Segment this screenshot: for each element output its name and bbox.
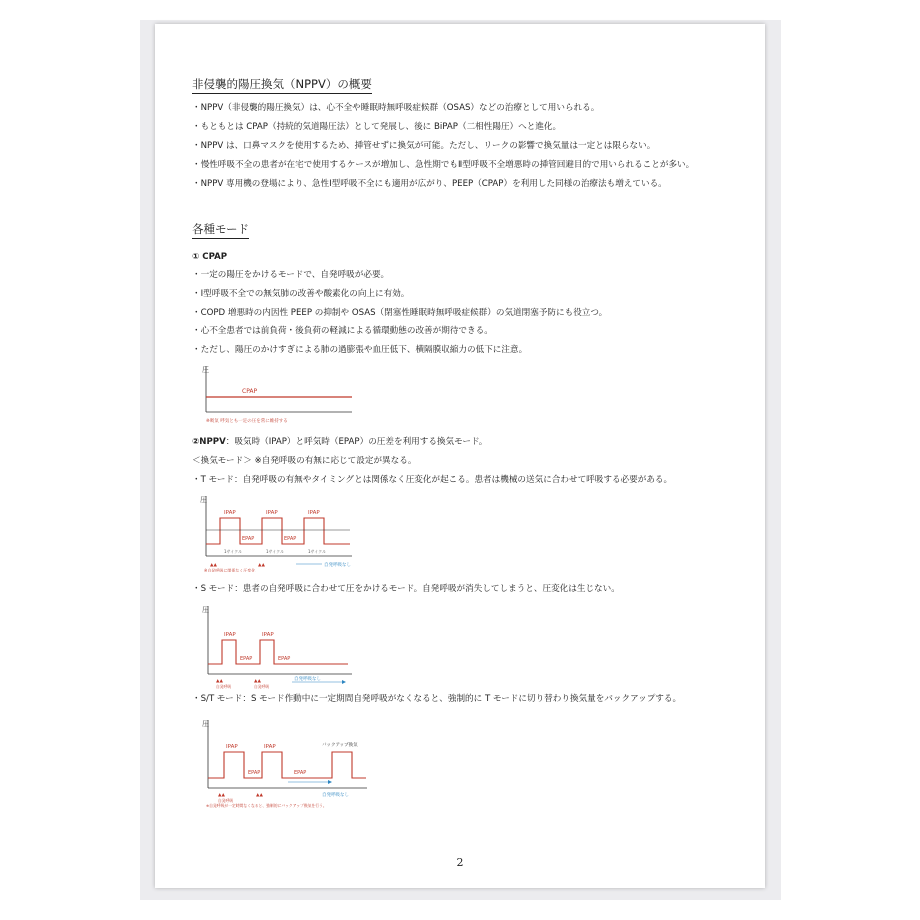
backup-label: バックアップ換気 [322,743,358,748]
section-heading-overview: 非侵襲的陽圧換気（NPPV）の概要 [192,76,372,94]
y-axis-label: 圧 [202,720,209,728]
no-spontaneous-label: 自発呼吸なし [294,677,321,682]
overview-bullet: ・NPPV 専用機の登場により、急性Ⅰ型呼吸不全にも適用が広がり、PEEP（CPAP）を利用した同様の治療法も増えている。 [192,179,667,189]
nppv-title [192,436,487,448]
trigger-label: 自発呼吸 [254,684,270,689]
section-heading-modes: 各種モード [192,221,249,239]
nppv-subtitle: ＜換気モード＞ ※自発呼吸の有無に応じて設定が異なる。 [192,456,417,466]
y-axis-label: 圧 [202,606,209,614]
epap-label: EPAP [248,770,261,776]
cycle-label: 1サイクル [266,549,285,554]
epap-label: EPAP [240,656,253,662]
nppv-title-rest: ：吸気時（IPAP）と呼気時（EPAP）の圧差を利用する換気モード。 [225,437,488,447]
ipap-label: IPAP [264,744,276,750]
breath-marker: ▲▲ [216,679,223,684]
st-mode-description: ・S/T モード：S モード作動中に一定期間自発呼吸がなくなると、強制的に T モードに切り替わり換気量をバックアップする。 [192,694,682,704]
st-mode-diagram [202,716,377,808]
cpap-bullet: ・COPD 増悪時の内因性 PEEP の抑制や OSAS（閉塞性睡眠時無呼吸症候群）の気道閉塞予防にも役立つ。 [192,308,608,318]
overview-bullet: ・慢性呼吸不全の患者が在宅で使用するケースが増加し、急性期でもⅡ型呼吸不全増悪時の挿管回避目的で用いられることが多い。 [192,160,695,170]
cpap-title: ① CPAP [192,252,228,262]
figure-note: ※自発呼吸が一定時間なくなると、強制的にバックアップ換気を行う。 [206,803,327,808]
ipap-label: IPAP [224,632,236,638]
ipap-label: IPAP [266,510,278,516]
figure-note: ※自発呼吸に関係なく圧変化 [204,568,256,572]
epap-label: EPAP [278,656,291,662]
ipap-label: IPAP [308,510,320,516]
ipap-label: IPAP [226,744,238,750]
ipap-label: IPAP [262,632,274,638]
cpap-bullet: ・Ⅰ型呼吸不全での無気肺の改善や酸素化の向上に有効。 [192,289,410,299]
trigger-label: 自発呼吸 [216,684,232,689]
breath-marker: ▲▲ [210,563,217,568]
epap-label: EPAP [284,536,297,542]
no-spontaneous-label: 自発呼吸なし [322,793,349,798]
pressure-waveform [206,518,350,544]
y-axis-label: 圧 [200,496,207,504]
pressure-waveform [208,752,366,778]
cycle-label: 1サイクル [224,549,243,554]
trigger-label: 自発呼吸 [218,798,234,803]
s-mode-diagram [202,602,362,692]
document-page [155,24,765,888]
y-axis-label: 圧 [202,366,209,374]
s-mode-description: ・S モード：患者の自発呼吸に合わせて圧をかけるモード。自発呼吸が消失してしまうと、圧変化は生じない。 [192,584,620,594]
overview-bullet: ・NPPV は、口鼻マスクを使用するため、挿管せずに換気が可能。ただし、リークの影響で換気量は一定とは限らない。 [192,141,656,151]
cpap-line-label: CPAP [242,388,258,395]
cpap-pressure-diagram [202,362,362,426]
cpap-bullet: ・一定の陽圧をかけるモードで、自発呼吸が必要。 [192,270,390,280]
cpap-bullet: ・ただし、陽圧のかけすぎによる肺の過膨張や血圧低下、横隔膜収縮力の低下に注意。 [192,345,528,355]
ipap-label: IPAP [224,510,236,516]
overview-bullet: ・NPPV（非侵襲的陽圧換気）は、心不全や睡眠時無呼吸症候群（OSAS）などの治療として用いられる。 [192,103,600,113]
cpap-bullet: ・心不全患者では前負荷・後負荷の軽減による循環動態の改善が期待できる。 [192,326,493,336]
t-mode-description: ・T モード：自発呼吸の有無やタイミングとは関係なく圧変化が起こる。患者は機械の送気に合わせて呼吸する必要がある。 [192,475,673,485]
page-number: 2 [456,856,464,869]
breath-marker: ▲▲ [258,563,265,568]
arrow-head [342,680,346,684]
nppv-title-bold: ②NPPV [192,437,226,447]
cycle-label: 1サイクル [308,549,327,554]
epap-label: EPAP [242,536,255,542]
arrow-head [328,780,332,784]
breath-marker: ▲▲ [254,679,261,684]
epap-label: EPAP [294,770,307,776]
breath-marker: ▲▲ [218,793,225,798]
overview-bullet: ・もともとは CPAP（持続的気道陽圧法）として発展し、後に BiPAP（二相性陽圧）へと進化。 [192,122,562,132]
no-spontaneous-label: 自発呼吸なし [324,563,351,568]
breath-marker: ▲▲ [256,793,263,798]
t-mode-diagram [200,492,360,572]
figure-note: ※吸気 呼気とも一定の圧を常に維持する [206,419,288,424]
